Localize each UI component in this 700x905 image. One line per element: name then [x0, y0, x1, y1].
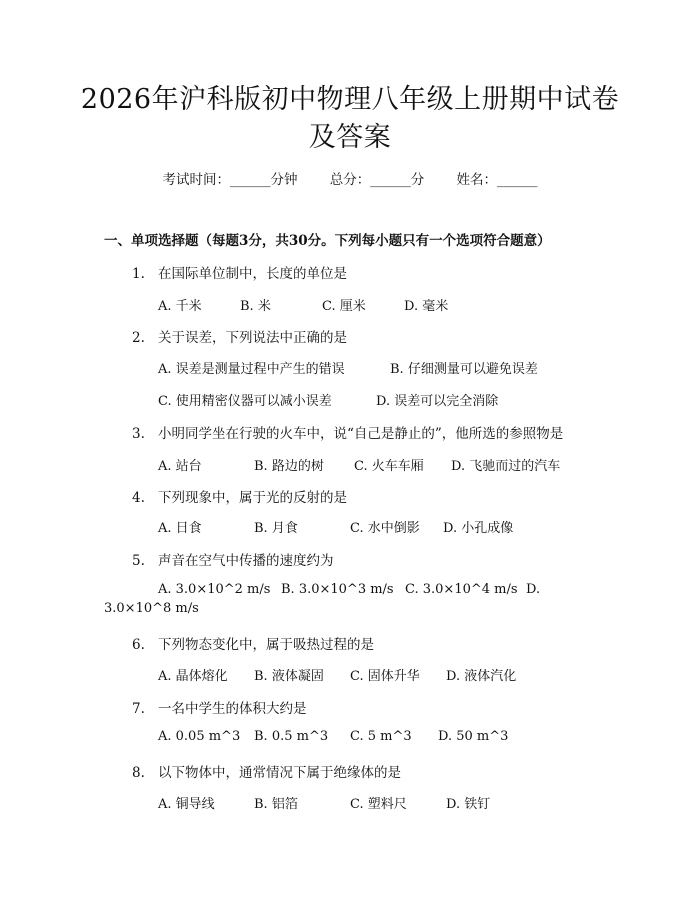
question-4-options [158, 517, 513, 536]
question-stem: 一名中学生的体积大约是 [158, 701, 307, 717]
option-a: A. 铜导线 [158, 797, 215, 812]
option-d: D. 误差可以完全消除 [376, 394, 499, 409]
question-2-options-row2 [158, 390, 498, 409]
exam-info-row [0, 168, 700, 188]
question-1 [132, 262, 347, 282]
question-stem: 以下物体中，通常情况下属于绝缘体的是 [158, 765, 401, 781]
option-b: B. 3.0×10^3 m/s [281, 582, 394, 597]
option-d: D. 飞驰而过的汽车 [451, 459, 561, 474]
option-a: A. 3.0×10^2 m/s [158, 582, 271, 597]
option-d: D. 毫米 [404, 299, 449, 314]
section-heading-single-choice: 一、单项选择题（每题3分，共30分。下列每小题只有一个选项符合题意） [104, 233, 551, 249]
question-4 [132, 486, 347, 506]
question-stem: 小明同学坐在行驶的火车中，说“自己是静止的”，他所选的参照物是 [158, 426, 564, 442]
question-number: 6. [132, 637, 145, 653]
option-a: A. 站台 [158, 459, 202, 474]
option-c: C. 3.0×10^4 m/s [405, 582, 518, 597]
option-c: C. 火车车厢 [354, 459, 424, 474]
option-c: C. 厘米 [322, 299, 366, 314]
exam-title-line2: 及答案 [308, 122, 392, 153]
option-a: A. 千米 [158, 299, 202, 314]
question-2 [132, 326, 347, 346]
student-name-field: 姓名：______ [456, 172, 538, 188]
option-a: A. 晶体熔化 [158, 669, 228, 684]
option-c: C. 塑料尺 [350, 797, 407, 812]
question-2-options-row1 [158, 358, 538, 377]
question-number: 5. [132, 553, 145, 569]
question-number: 7. [132, 701, 145, 717]
option-b: B. 月食 [254, 521, 298, 536]
question-stem: 在国际单位制中，长度的单位是 [158, 266, 347, 282]
question-8 [132, 761, 401, 781]
question-5-option-d-value: 3.0×10^8 m/s [104, 601, 199, 616]
question-6 [132, 633, 374, 653]
question-8-options [158, 793, 490, 812]
option-b: B. 米 [240, 299, 271, 314]
total-score-field: 总分：______分 [329, 172, 425, 188]
option-c: C. 5 m^3 [350, 729, 412, 744]
option-c: C. 使用精密仪器可以减小误差 [158, 394, 332, 409]
question-stem: 关于误差，下列说法中正确的是 [158, 330, 347, 346]
exam-title-line1: 2026年沪科版初中物理八年级上册期中试卷 [80, 84, 620, 115]
option-b: B. 液体凝固 [254, 669, 324, 684]
question-3 [132, 422, 563, 442]
question-6-options [158, 665, 516, 684]
question-stem: 声音在空气中传播的速度约为 [158, 553, 334, 569]
question-number: 4. [132, 490, 145, 506]
option-a: A. 日食 [158, 521, 202, 536]
question-number: 1. [132, 266, 145, 282]
option-b: B. 仔细测量可以避免误差 [390, 362, 538, 377]
option-b: B. 0.5 m^3 [254, 729, 329, 744]
option-d: D. 50 m^3 [438, 729, 509, 744]
question-3-options [158, 455, 560, 474]
question-5 [132, 549, 334, 569]
question-5-options [158, 582, 540, 597]
question-number: 2. [132, 330, 145, 346]
option-a: A. 误差是测量过程中产生的错误 [158, 362, 345, 377]
question-number: 8. [132, 765, 145, 781]
question-stem: 下列物态变化中，属于吸热过程的是 [158, 637, 374, 653]
question-number: 3. [132, 426, 145, 442]
exam-time-field: 考试时间：______分钟 [162, 172, 298, 188]
question-7-options [158, 729, 508, 744]
question-stem: 下列现象中，属于光的反射的是 [158, 490, 347, 506]
option-a: A. 0.05 m^3 [158, 729, 241, 744]
option-c: C. 固体升华 [350, 669, 420, 684]
option-c: C. 水中倒影 [350, 521, 420, 536]
option-d: D. 小孔成像 [443, 521, 514, 536]
option-d: D. [526, 582, 541, 597]
option-d: D. 液体汽化 [446, 669, 517, 684]
question-7 [132, 697, 307, 717]
option-b: B. 铝箔 [254, 797, 298, 812]
option-d: D. 铁钉 [446, 797, 491, 812]
option-b: B. 路边的树 [254, 459, 324, 474]
question-1-options [158, 295, 448, 314]
